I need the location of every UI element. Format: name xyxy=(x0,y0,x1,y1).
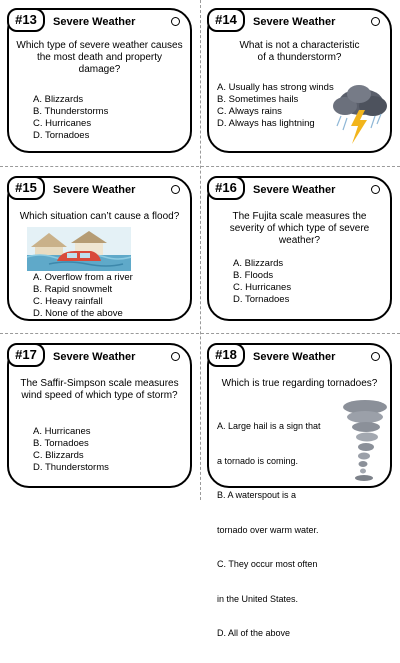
tornado-icon xyxy=(341,399,389,483)
answer-option: C. Hurricanes xyxy=(233,282,292,293)
answer-option: A. Usually has strong winds xyxy=(217,82,334,93)
answer-list xyxy=(33,272,133,320)
flooded-car-icon xyxy=(27,227,131,271)
answer-list xyxy=(217,398,321,663)
answer-option: C. Always rains xyxy=(217,106,282,117)
punch-hole-icon xyxy=(371,352,380,361)
answer-option: B. A waterspout is a xyxy=(217,490,297,500)
card-title: Severe Weather xyxy=(53,184,136,196)
card-number-badge: #17 xyxy=(7,343,45,367)
card-title: Severe Weather xyxy=(253,184,336,196)
task-card-18 xyxy=(207,343,392,638)
answer-option: D. Tornadoes xyxy=(233,294,290,305)
card-question: Which type of severe weather causes the most death and property damage? xyxy=(16,40,183,75)
card-question: What is not a characteristic of a thunderstorm? xyxy=(239,40,360,63)
answer-option: A. Blizzards xyxy=(233,258,284,269)
answer-option: B. Thunderstorms xyxy=(33,106,109,117)
card-title: Severe Weather xyxy=(53,16,136,28)
answer-option: C. Blizzards xyxy=(33,450,84,461)
answer-option: a tornado is coming. xyxy=(217,455,299,466)
answer-option: D. All of the above xyxy=(217,628,291,638)
task-card-13 xyxy=(7,8,192,153)
card-number-badge: #13 xyxy=(7,8,45,32)
card-question: Which is true regarding tornadoes? xyxy=(221,378,378,389)
card-number-badge: #15 xyxy=(7,176,45,200)
card-number-badge: #18 xyxy=(207,343,245,367)
cut-line-vertical xyxy=(200,0,201,500)
answer-option: C. They occur most often xyxy=(217,559,318,569)
answer-option: A. Blizzards xyxy=(33,94,84,105)
answer-option: D. None of the above xyxy=(33,308,123,319)
task-card-16 xyxy=(207,176,392,321)
punch-hole-icon xyxy=(171,185,180,194)
card-number-badge: #16 xyxy=(207,176,245,200)
task-card-17 xyxy=(7,343,192,488)
answer-option: B. Floods xyxy=(233,270,274,281)
card-title: Severe Weather xyxy=(53,351,136,363)
answer-option: C. Hurricanes xyxy=(33,118,92,129)
card-title: Severe Weather xyxy=(253,351,336,363)
answer-list xyxy=(217,82,334,130)
card-question: Which situation can’t cause a flood? xyxy=(19,211,180,222)
task-card-14 xyxy=(207,8,392,153)
answer-option: A. Hurricanes xyxy=(33,426,91,437)
answer-option: tornado over warm water. xyxy=(217,524,319,535)
card-question: The Saffir-Simpson scale measures wind speed of which type of storm? xyxy=(20,378,179,401)
answer-option: B. Tornadoes xyxy=(33,438,89,449)
card-title: Severe Weather xyxy=(253,16,336,28)
card-number-badge: #14 xyxy=(207,8,245,32)
answer-option: B. Rapid snowmelt xyxy=(33,284,113,295)
answer-option: A. Overflow from a river xyxy=(33,272,133,283)
answer-list xyxy=(33,94,108,142)
card-question: The Fujita scale measures the severity of which type of severe weather? xyxy=(229,211,370,246)
punch-hole-icon xyxy=(371,17,380,26)
answer-option: B. Sometimes hails xyxy=(217,94,299,105)
punch-hole-icon xyxy=(171,17,180,26)
answer-option: in the United States. xyxy=(217,593,299,604)
answer-option: D. Always has lightning xyxy=(217,118,315,129)
answer-list xyxy=(33,426,109,474)
thunderstorm-cloud-icon xyxy=(331,80,389,148)
punch-hole-icon xyxy=(371,185,380,194)
answer-option: D. Thunderstorms xyxy=(33,462,109,473)
answer-list xyxy=(233,258,291,306)
answer-option: D. Tornadoes xyxy=(33,130,90,141)
punch-hole-icon xyxy=(171,352,180,361)
answer-option: A. Large hail is a sign that xyxy=(217,421,321,431)
task-card-15 xyxy=(7,176,192,321)
answer-option: C. Heavy rainfall xyxy=(33,296,103,307)
